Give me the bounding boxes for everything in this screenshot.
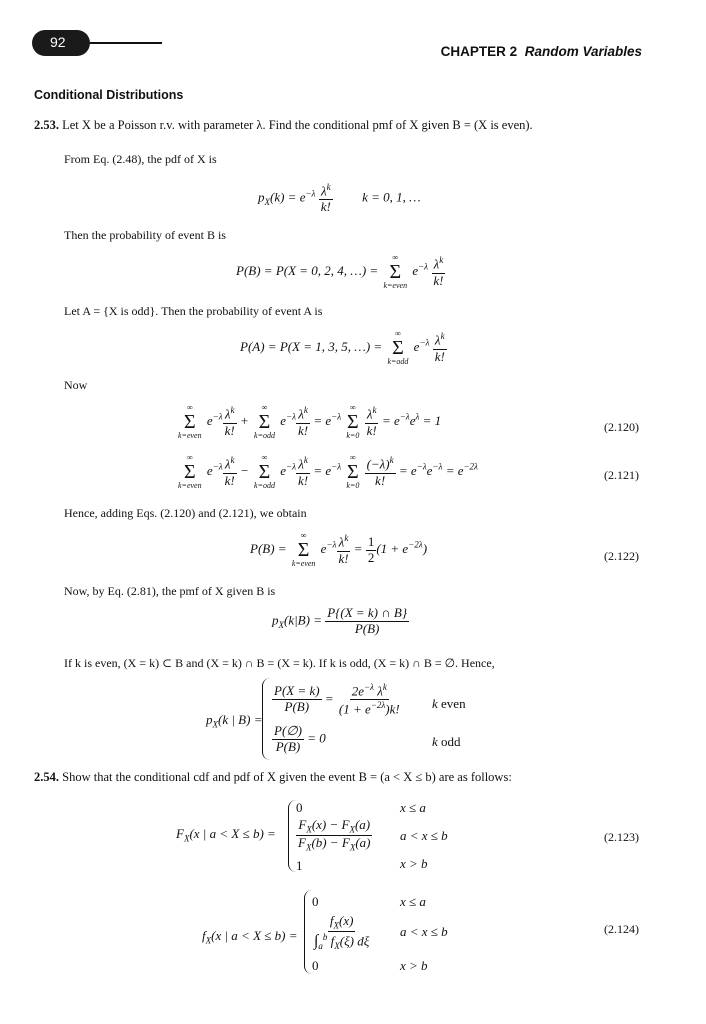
text-line: Now, by Eq. (2.81), the pmf of X given B is xyxy=(64,584,276,598)
problem-number: 2.53. xyxy=(34,118,59,132)
header-rule xyxy=(90,42,162,44)
equation-piecewise-row: $\frac{P(X = k)}{P(B)}$ = $\frac{2e^{-\lambda} \lambda^k}{(1 + e^{-2\lambda})k!}$ xyxy=(274,682,400,717)
equation-2-124-row: 0 xyxy=(312,894,319,909)
problem-text: Let X be a Poisson r.v. with parameter λ. Find the conditional pmf of X given B = (X is even). xyxy=(62,118,533,132)
equation-number: (2.121) xyxy=(604,468,639,482)
equation-2-124-row: $\frac{f_X(x)}{\int_a^b f_X(\xi) d\xi}$ xyxy=(314,913,370,951)
equation-2-121: ∞ Σ k=even $e^{-\lambda}$ $\frac{\lambda^k}{k!}$ − ∞ Σ k=odd $e^{-\lambda}$ $\frac{\lambda^k}{k!}$ = $e^{-\lambda}$ ∞ Σ k=0 $\frac{(-\lambda)^k}{k!}$ = $e^{-\lambda}e^{-\lambda} = e^{-2\lambda}$ xyxy=(178,453,478,490)
equation-2-123-row: 1 xyxy=(296,858,303,873)
equation-2-123-cond: a < x ≤ b xyxy=(400,828,448,843)
text-line: If k is even, (X = k) ⊂ B and (X = k) ∩ B = (X = k). If k is odd, (X = k) ∩ B = ∅. Hence, xyxy=(64,656,495,670)
equation-2-122: P(B) = ∞ Σ k=even $e^{-\lambda}$ $\frac{\lambda^k}{k!}$ = $\frac{1}{2}$ $(1 + e^{-2\lambda})$ xyxy=(250,531,428,568)
brace-pmf xyxy=(262,678,271,760)
text-line: Hence, adding Eqs. (2.120) and (2.121), we obtain xyxy=(64,506,307,520)
equation-piecewise-cond: k even xyxy=(432,696,466,711)
equation-piecewise-cond: k odd xyxy=(432,734,461,749)
equation-2-124-cond: x ≤ a xyxy=(400,894,426,909)
equation-number: (2.124) xyxy=(604,922,639,936)
equation-2-124-cond: a < x ≤ b xyxy=(400,924,448,939)
equation-2-124-lhs: $f_X(x$ | a < X ≤ b) = xyxy=(202,928,298,946)
text-line: Let A = {X is odd}. Then the probability of event A is xyxy=(64,304,323,318)
text-line: From Eq. (2.48), the pdf of X is xyxy=(64,152,217,166)
running-head xyxy=(441,44,642,59)
equation-piecewise-pmf: $p_X(k$ | B) = xyxy=(206,712,263,730)
equation-pmf: $p_X(k) = e^{-\lambda}$ $\frac{\lambda^k}{k!}$ k = 0, 1, … xyxy=(258,182,421,215)
page-number: 92 xyxy=(50,34,66,50)
equation-piecewise-row: $\frac{P(\emptyset)}{P(B)}$ = 0 xyxy=(274,723,326,754)
equation-pa: P(A) = P(X = 1, 3, 5, …) = ∞ Σ k=odd $e^{-\lambda}$ $\frac{\lambda^k}{k!}$ xyxy=(240,329,445,366)
problem-text: Show that the conditional cdf and pdf of X given the event B = (a < X ≤ b) are as follows: xyxy=(62,770,512,784)
problem-254-statement xyxy=(34,770,512,785)
equation-2-123-row: 0 xyxy=(296,800,303,815)
equation-number: (2.123) xyxy=(604,830,639,844)
equation-2-123-cond: x > b xyxy=(400,856,428,871)
equation-2-124-cond: x > b xyxy=(400,958,428,973)
text-line: Then the probability of event B is xyxy=(64,228,226,242)
equation-2-123-lhs: $F_X(x$ | a < X ≤ b) = xyxy=(176,826,276,844)
chapter-title: Random Variables xyxy=(524,44,642,59)
equation-pb: P(B) = P(X = 0, 2, 4, …) = ∞ Σ k=even $e^{-\lambda}$ $\frac{\lambda^k}{k!}$ xyxy=(236,253,444,290)
problem-253-statement xyxy=(34,118,533,133)
section-title: Conditional Distributions xyxy=(34,88,184,102)
equation-2-123-row: $\frac{F_X(x) - F_X(a)}{F_X(b) - F_X(a)}$ xyxy=(298,817,371,853)
equation-2-124-row: 0 xyxy=(312,958,319,973)
equation-conditional-pmf: $p_X(k|B)$ = $\frac{P\{(X = k) \cap B\}}{P(B)}$ xyxy=(272,605,408,636)
problem-number: 2.54. xyxy=(34,770,59,784)
chapter-label: CHAPTER 2 xyxy=(440,44,518,59)
equation-2-120: ∞ Σ k=even $e^{-\lambda}$ $\frac{\lambda^k}{k!}$ + ∞ Σ k=odd $e^{-\lambda}$ $\frac{\lambda^k}{k!}$ = $e^{-\lambda}$ ∞ Σ k=0 $\frac{\lambda^k}{k!}$ = $e^{-\lambda}e^\lambda = 1$ xyxy=(178,403,442,440)
equation-number: (2.122) xyxy=(604,549,639,563)
equation-number: (2.120) xyxy=(604,420,639,434)
text-line: Now xyxy=(64,378,88,392)
equation-2-123-cond: x ≤ a xyxy=(400,800,426,815)
